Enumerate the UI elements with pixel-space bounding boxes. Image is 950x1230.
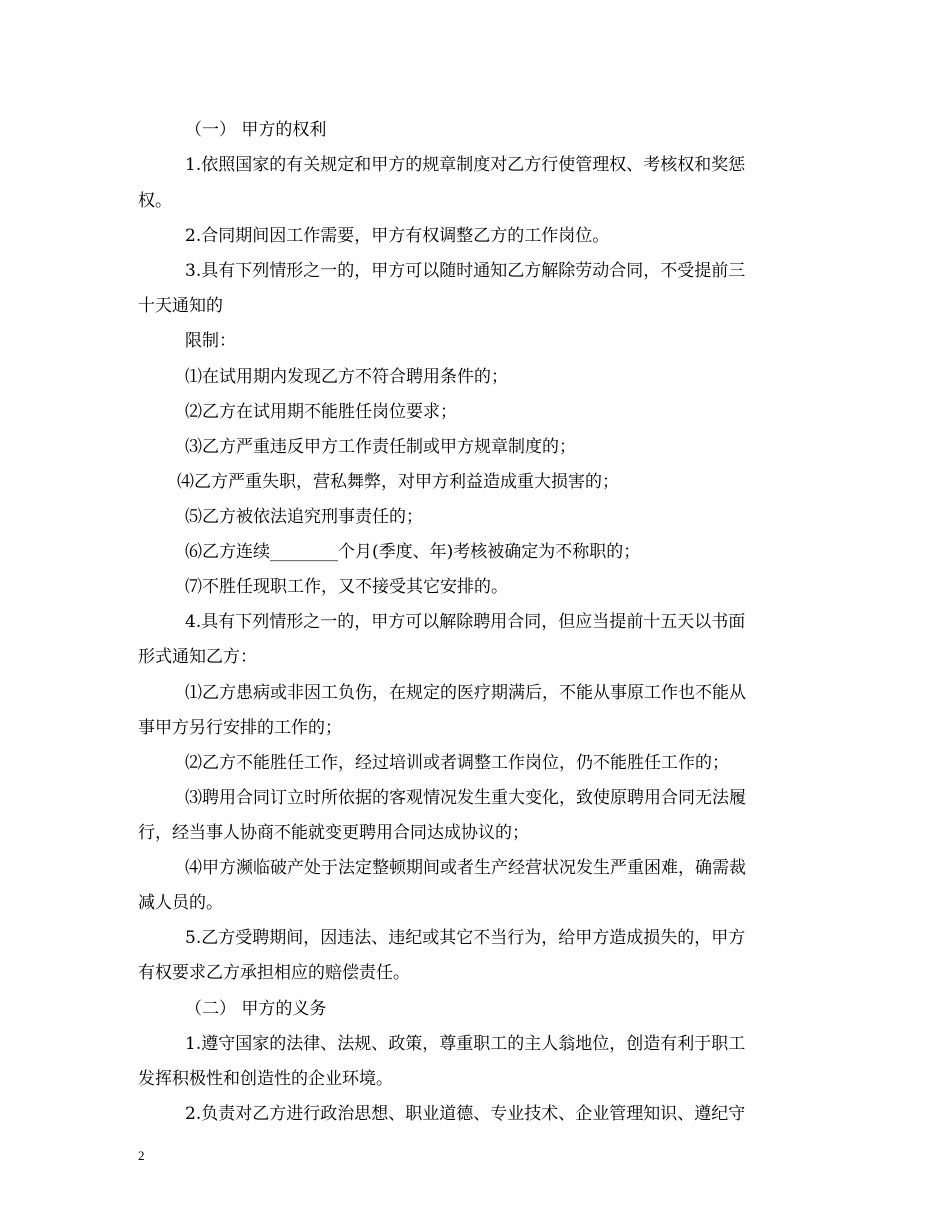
list-item: ⑶乙方严重违反甲方工作责任制或甲方规章制度的； xyxy=(185,437,576,457)
paragraph-line: 十天通知的 xyxy=(138,296,223,316)
paragraph-line: 权。 xyxy=(138,191,172,211)
paragraph-line: 3.具有下列情形之一的，甲方可以随时通知乙方解除劳动合同，不受提前三 xyxy=(185,261,746,281)
paragraph-line: 形式通知乙方： xyxy=(138,647,257,667)
paragraph-line: 限制： xyxy=(185,331,236,351)
section-heading: （二） 甲方的义务 xyxy=(185,999,327,1019)
section-heading: （一） 甲方的权利 xyxy=(185,120,327,140)
paragraph-line: 行，经当事人协商不能就变更聘用合同达成协议的； xyxy=(138,823,529,843)
list-item: ⑵乙方在试用期不能胜任岗位要求； xyxy=(185,402,457,422)
list-item: ⑴在试用期内发现乙方不符合聘用条件的； xyxy=(185,367,508,387)
list-item: ⑷甲方濒临破产处于法定整顿期间或者生产经营状况发生严重困难，确需裁 xyxy=(185,858,746,878)
page-number: 2 xyxy=(138,1148,145,1163)
paragraph-line: 5.乙方受聘期间，因违法、违纪或其它不当行为，给甲方造成损失的，甲方 xyxy=(185,928,746,948)
paragraph-line: 发挥积极性和创造性的企业环境。 xyxy=(138,1069,393,1089)
paragraph-line: 减人员的。 xyxy=(138,893,223,913)
list-item: ⑺不胜任现职工作，又不接受其它安排的。 xyxy=(185,577,508,597)
paragraph-line: 1.依照国家的有关规定和甲方的规章制度对乙方行使管理权、考核权和奖惩 xyxy=(185,155,746,175)
list-item: ⑶聘用合同订立时所依据的客观情况发生重大变化，致使原聘用合同无法履 xyxy=(185,788,746,808)
paragraph-line: 1.遵守国家的法律、法规、政策，尊重职工的主人翁地位，创造有利于职工 xyxy=(185,1034,746,1054)
paragraph-line: 2.负责对乙方进行政治思想、职业道德、专业技术、企业管理知识、遵纪守 xyxy=(185,1104,746,1124)
paragraph-line: 2.合同期间因工作需要，甲方有权调整乙方的工作岗位。 xyxy=(185,226,610,246)
paragraph-line: 事甲方另行安排的工作的； xyxy=(138,718,342,738)
list-item: ⑹乙方连续________个月(季度、年)考核被确定为不称职的； xyxy=(185,542,641,562)
paragraph-line: 有权要求乙方承担相应的赔偿责任。 xyxy=(138,963,410,983)
paragraph-line: 4.具有下列情形之一的，甲方可以解除聘用合同，但应当提前十五天以书面 xyxy=(185,612,746,632)
list-item: ⑴乙方患病或非因工负伤，在规定的医疗期满后，不能从事原工作也不能从 xyxy=(185,683,746,703)
list-item: ⑸乙方被依法追究刑事责任的； xyxy=(185,507,423,527)
list-item: ⑷乙方严重失职，营私舞弊，对甲方利益造成重大损害的； xyxy=(177,472,619,492)
list-item: ⑵乙方不能胜任工作，经过培训或者调整工作岗位，仍不能胜任工作的； xyxy=(185,753,729,773)
